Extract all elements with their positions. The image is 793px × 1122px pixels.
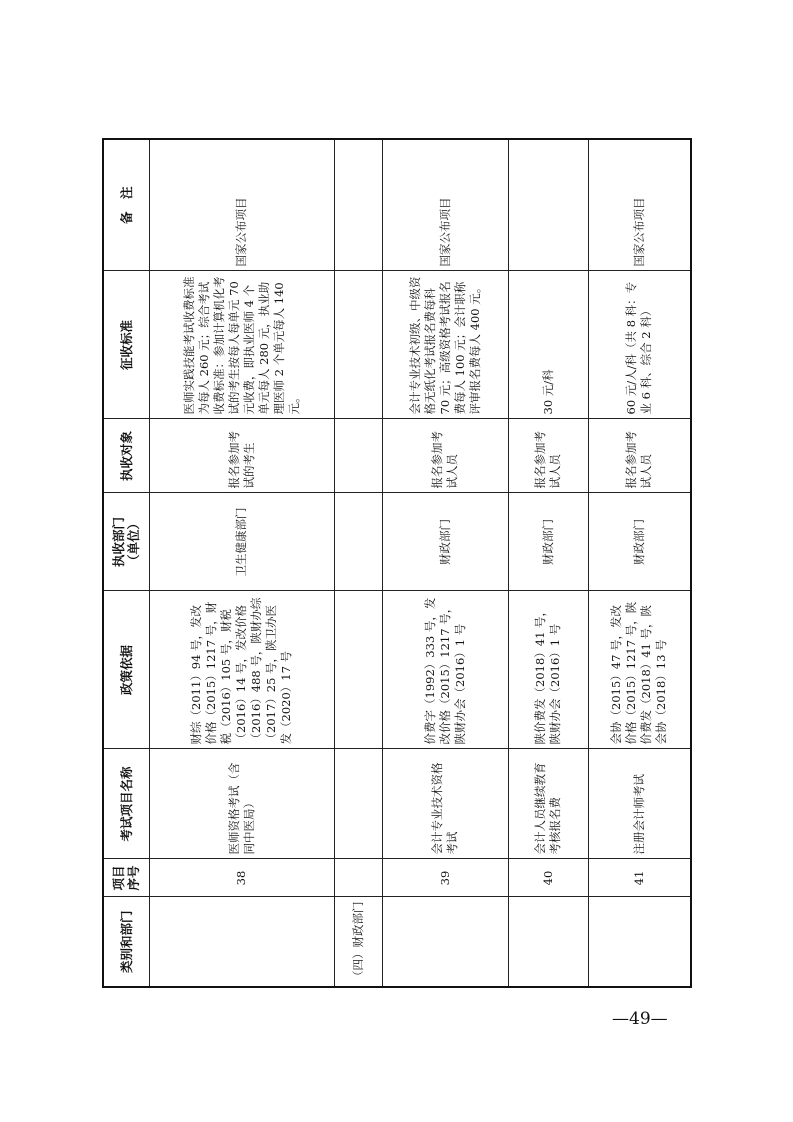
row-remark: 国家公布项目	[588, 139, 691, 271]
row-dept: 财政部门	[508, 493, 588, 591]
row-name: 注册会计师考试	[588, 749, 691, 859]
row-standard: 医师实践技能考试收费标准为每人 260 元；综合考试收费标准：参加计算机化考试的考生按每人每单元 70 元收费，即执业医师 4 个单元每人 280 元，执业助理医师 2 个单元每人 140 元。	[149, 271, 334, 419]
row-policy: 陕价费发（2018）41 号，陕财办会（2016）1 号	[508, 591, 588, 749]
row-category	[588, 897, 691, 987]
row-dept: 财政部门	[382, 493, 508, 591]
row-standard	[334, 271, 382, 419]
row-policy	[334, 591, 382, 749]
table-row	[508, 139, 588, 987]
row-standard: 会计专业技术初级、中级资格无纸化考试报名费每科 70 元；高级资格考试报名费每人 100 元；会计职称评审报名费每人 400 元。	[382, 271, 508, 419]
table-row	[382, 139, 508, 987]
header-target: 执收对象	[103, 419, 149, 493]
row-name: 医师资格考试（含同中医局）	[149, 749, 334, 859]
row-category	[382, 897, 508, 987]
row-policy: 会协（2015）47 号，发改价格（2015）1217 号，陕价费发（2018）41 号，陕会协（2018）13 号	[588, 591, 691, 749]
row-name	[334, 749, 382, 859]
row-category	[508, 897, 588, 987]
row-remark	[508, 139, 588, 271]
row-seq: 38	[149, 859, 334, 897]
row-seq: 40	[508, 859, 588, 897]
row-target: 报名参加考试人员	[382, 419, 508, 493]
row-dept	[334, 493, 382, 591]
row-standard: 60 元/人/科（共 8 科：专业 6 科、综合 2 科）	[588, 271, 691, 419]
row-category	[149, 897, 334, 987]
header-category: 类别和部门	[103, 897, 149, 987]
row-target: 报名参加考试人员	[508, 419, 588, 493]
row-seq: 41	[588, 859, 691, 897]
header-policy: 政策依据	[103, 591, 149, 749]
table-row	[149, 139, 334, 987]
header-remark: 备 注	[103, 139, 149, 271]
fee-table-container	[102, 140, 690, 988]
header-dept: 执收部门 （单位）	[103, 493, 149, 591]
row-dept: 财政部门	[588, 493, 691, 591]
row-name: 会计专业技术资格考试	[382, 749, 508, 859]
header-seq: 项目 序号	[103, 859, 149, 897]
row-name: 会计人员继续教育考核报名费	[508, 749, 588, 859]
row-target	[334, 419, 382, 493]
row-target: 报名参加考试人员	[588, 419, 691, 493]
row-target: 报名参加考试的考生	[149, 419, 334, 493]
table-row-section	[334, 139, 382, 987]
row-policy: 价费字（1992）333 号，发改价格（2015）1217 号，陕财办会（2016）1 号	[382, 591, 508, 749]
row-seq	[334, 859, 382, 897]
page-number: —49—	[612, 1009, 668, 1029]
header-standard: 征收标准	[103, 271, 149, 419]
row-policy: 财综（2011）94 号，发改价格（2015）1217 号，财税（2016）105 号，财税（2016）14 号，发改价格（2016）488 号，陕财办综（2017）25 号，陕卫办医发（2020）17 号	[149, 591, 334, 749]
row-remark: 国家公布项目	[382, 139, 508, 271]
row-dept: 卫生健康部门	[149, 493, 334, 591]
row-remark	[334, 139, 382, 271]
header-name: 考试项目名称	[103, 749, 149, 859]
fee-table	[102, 138, 692, 988]
row-standard: 30 元/科	[508, 271, 588, 419]
row-remark: 国家公布项目	[149, 139, 334, 271]
table-header-row	[103, 139, 149, 987]
section-label: （四）财政部门	[334, 897, 382, 987]
row-seq: 39	[382, 859, 508, 897]
table-row	[588, 139, 691, 987]
rotated-table-frame	[102, 140, 690, 988]
